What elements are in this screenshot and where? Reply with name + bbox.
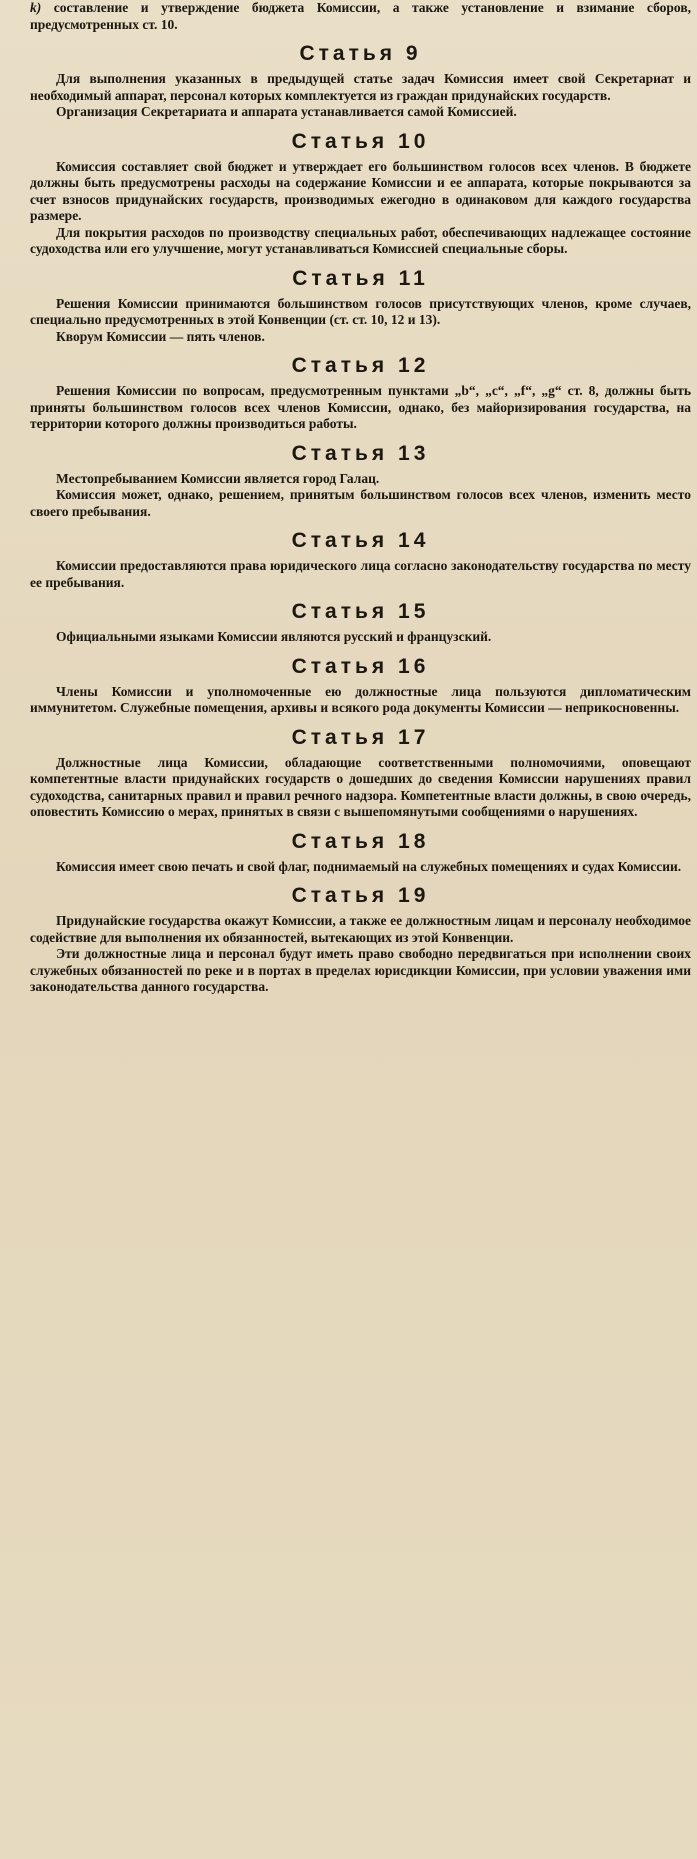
article-section xyxy=(30,266,691,346)
article-section xyxy=(30,654,691,717)
article-paragraph: Комиссия составляет свой бюджет и утверждает его большинством голосов всех членов. В бюджете должны быть предусмотрены расходы на содержание Комиссии и ее аппарата, которые покрываются за счет взносов придунайских государств, производимых ежегодно в одинаковом для каждого государства размере. xyxy=(30,158,691,223)
article-paragraph: Официальными языками Комиссии являются русский и французский. xyxy=(56,629,492,644)
article-heading: Статья 13 xyxy=(291,441,430,465)
article-paragraph: Должностные лица Комиссии, обладающие соответственными полномочиями, оповещают компетентные власти придунайских государств о дошедших до сведения Комиссии нарушениях правил судоходства, санитарных правил и правил речного надзора. Компетентные власти должны, в свою очередь, оповестить Комиссию о мерах, принятых в связи с вышепомянутыми сообщениями о нарушениях. xyxy=(30,754,691,819)
article-heading: Статья 12 xyxy=(291,354,430,377)
intro-text: составление и утверждение бюджета Комиссии, а также установление и взимание сборов, предусмотренных ст. 10. xyxy=(30,0,691,32)
article-paragraph: Решения Комиссии принимаются большинством голосов присутствующих членов, кроме случаев, специально предусмотренных в этой Конвенции (ст. ст. 10, 12 и 13). xyxy=(30,295,691,327)
article-section xyxy=(30,441,691,521)
article-paragraph: Комиссии предоставляются права юридического лица согласно законодательству государства по месту ее пребывания. xyxy=(30,558,691,590)
article-heading: Статья 19 xyxy=(291,884,430,907)
article-heading: Статья 17 xyxy=(291,725,430,749)
article-section xyxy=(30,883,691,996)
article-heading: Статья 18 xyxy=(291,829,430,853)
article-heading: Статья 10 xyxy=(291,129,430,153)
article-paragraph: Придунайские государства окажут Комиссии, а также ее должностным лицам и персоналу необходимое содействие для выполнения их обязанностей, вытекающих из этой Конвенции. xyxy=(30,913,691,945)
article-paragraph: Организация Секретариата и аппарата устанавливается самой Комиссией. xyxy=(56,104,517,119)
article-paragraph: Эти должностные лица и персонал будут иметь право свободно передвигаться при исполнении своих служебных обязанностей по реке и в портах в пределах юрисдикции Комиссии, при условии уважения ими законодательства данного государства. xyxy=(30,946,691,994)
article-paragraph: Для выполнения указанных в предыдущей статье задач Комиссия имеет свой Секретариат и необходимый аппарат, персонал которых комплектуется из граждан придунайских государств. xyxy=(30,71,691,103)
article-heading: Статья 9 xyxy=(299,42,422,65)
article-paragraph: Кворум Комиссии — пять членов. xyxy=(56,328,265,344)
article-section xyxy=(30,725,691,821)
article-paragraph: Комиссия имеет свою печать и свой флаг, поднимаемый на служебных помещениях и судах Комиссии. xyxy=(56,858,682,874)
article-section xyxy=(30,829,691,876)
article-section xyxy=(30,528,691,591)
article-heading: Статья 11 xyxy=(292,266,429,290)
article-heading: Статья 16 xyxy=(291,654,430,678)
article-paragraph: Комиссия может, однако, решением, принятым большинством голосов всех членов, изменить место своего пребывания. xyxy=(30,487,691,519)
article-section xyxy=(30,599,691,646)
article-heading: Статья 15 xyxy=(291,600,430,623)
article-paragraph: Для покрытия расходов по производству специальных работ, обеспечивающих надлежащее состояние судоходства или его улучшение, могут устанавливаться Комиссией специальные сборы. xyxy=(30,224,691,256)
article-paragraph: Решения Комиссии по вопросам, предусмотренным пунктами „b“, „c“, „f“, „g“ ст. 8, должны быть приняты большинством голосов всех членов Комиссии, однако, без майоризирования государства, на территории которого должны производиться работы. xyxy=(30,383,691,431)
article-paragraph: Члены Комиссии и уполномоченные ею должностные лица пользуются дипломатическим иммунитетом. Служебные помещения, архивы и всякого рода документы Комиссии — неприкосновенны. xyxy=(30,683,691,715)
articles-container xyxy=(30,41,691,996)
article-section xyxy=(30,41,691,121)
article-heading: Статья 14 xyxy=(291,529,430,552)
intro-paragraph xyxy=(30,0,691,33)
article-section xyxy=(30,129,691,258)
intro-item-label: k) xyxy=(30,0,42,15)
article-section xyxy=(30,353,691,433)
article-paragraph: Местопребыванием Комиссии является город Галац. xyxy=(56,470,380,486)
